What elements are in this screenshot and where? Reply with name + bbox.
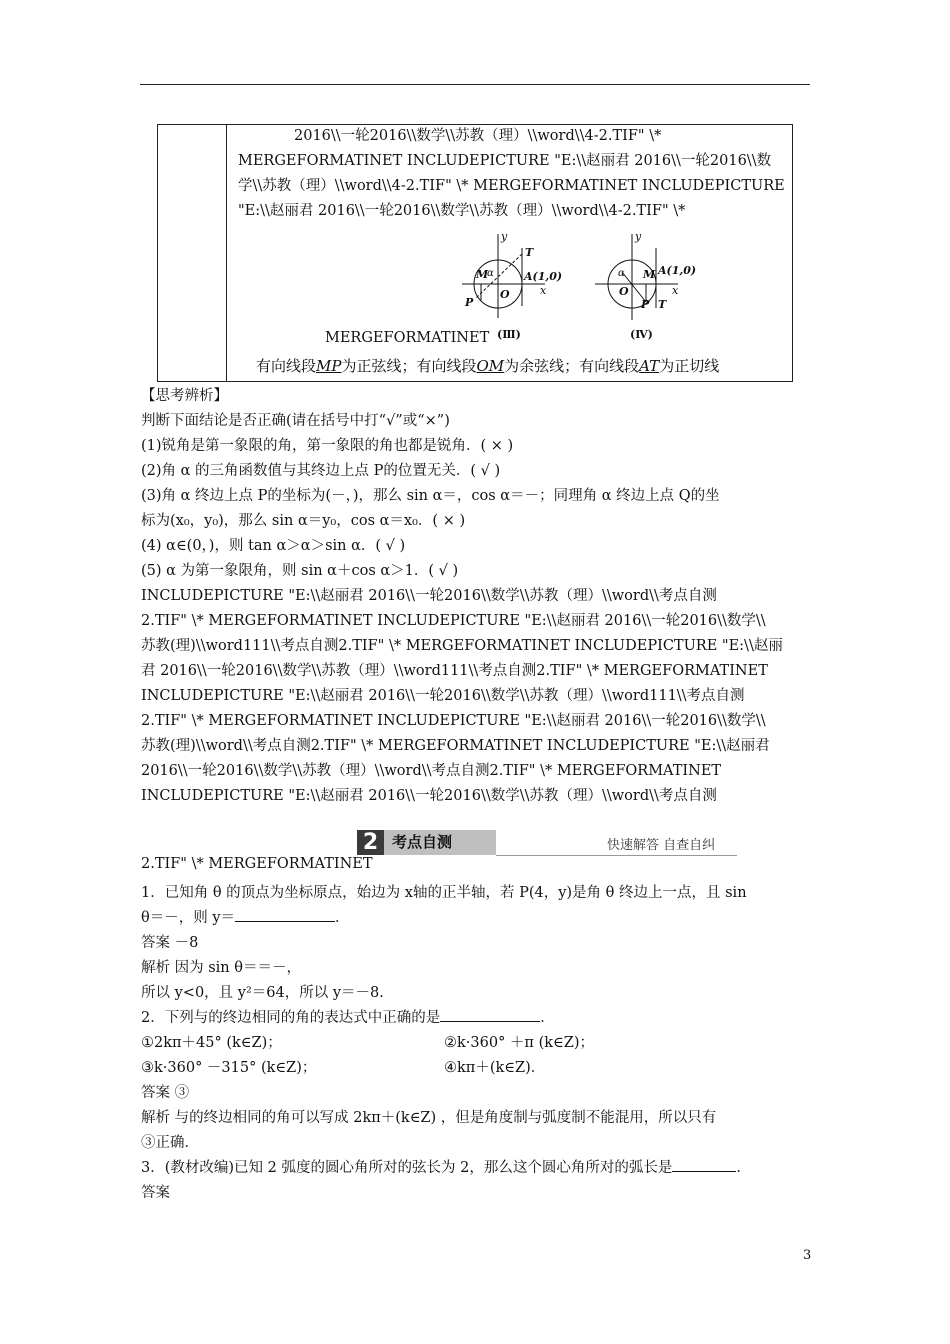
include-line-4: "E:\\赵丽君 2016\\一轮2016\\数学\\苏教（理）\\word\\4-2.TIF" \* xyxy=(238,203,686,219)
q3-answer: 答案 xyxy=(141,1185,170,1201)
fig3-M-label: M xyxy=(476,268,489,281)
q1-answer: 答案 －8 xyxy=(141,935,199,951)
figure-3 xyxy=(462,230,562,341)
q2-stem-text: 2．下列与的终边相同的角的表达式中正确的是 xyxy=(141,1010,441,1026)
fig4-y-label: y xyxy=(635,230,642,243)
table-divider xyxy=(226,125,227,381)
caption-om: OM xyxy=(476,357,505,375)
include-block-6: 2.TIF" \* MERGEFORMATINET INCLUDEPICTURE "E:\\赵丽君 2016\\一轮2016\\数学\\ xyxy=(141,713,766,729)
fig3-caption: (Ⅲ) xyxy=(497,328,521,341)
fig4-caption: (Ⅳ) xyxy=(630,328,653,341)
fig4-P-label: P xyxy=(641,298,650,311)
q1-line-2 xyxy=(141,906,350,927)
q3-stem-text: 3．(教材改编)已知 2 弧度的圆心角所对的弦长为 2，那么这个圆心角所对的弧长是 xyxy=(141,1160,673,1176)
caption-text-2: 为正弦线；有向线段 xyxy=(341,357,477,375)
q3-period: ． xyxy=(736,1160,751,1176)
include-block-8: 2016\\一轮2016\\数学\\苏教（理）\\word\\考点自测2.TIF" \* MERGEFORMATINET xyxy=(141,763,722,779)
judge-item-2: (2)角 α 的三角函数值与其终边上点 P的位置无关．( √ ) xyxy=(141,463,501,479)
page-number: 3 xyxy=(803,1248,812,1263)
fig4-A-label: A(1,0) xyxy=(658,264,697,277)
include-line-1: 2016\\一轮2016\\数学\\苏教（理）\\word\\4-2.TIF" \* xyxy=(294,128,662,144)
q2-answer-blank[interactable] xyxy=(440,1007,540,1022)
q2-option-2: ②k·360° ＋π (k∈Z)； xyxy=(444,1035,594,1051)
caption-text-4: 为正切线 xyxy=(659,357,720,375)
banner-subtitle: 快速解答 自查自纠 xyxy=(607,838,716,853)
q2-answer: 答案 ③ xyxy=(141,1085,190,1101)
include-line-2: MERGEFORMATINET INCLUDEPICTURE "E:\\赵丽君 2016\\一轮2016\\数 xyxy=(238,153,772,169)
include-block-2: 2.TIF" \* MERGEFORMATINET INCLUDEPICTURE "E:\\赵丽君 2016\\一轮2016\\数学\\ xyxy=(141,613,766,629)
include-block-7: 苏教(理)\\word\\考点自测2.TIF" \* MERGEFORMATINET INCLUDEPICTURE "E:\\赵丽君 xyxy=(141,738,770,754)
include-block-1: INCLUDEPICTURE "E:\\赵丽君 2016\\一轮2016\\数学\\苏教（理）\\word\\考点自测 xyxy=(141,588,717,604)
fig4-alpha-label: α xyxy=(618,268,625,279)
fig3-y-label: y xyxy=(501,230,508,243)
judge-item-3b: 标为(x₀，y₀)，那么 sin α＝y₀，cos α＝x₀．( × ) xyxy=(141,513,466,529)
caption-at: AT xyxy=(639,357,660,375)
judge-item-4: (4) α∈(0，)，则 tan α＞α＞sin α．( √ ) xyxy=(141,538,406,554)
banner-title: 考点自测 xyxy=(384,830,496,855)
q2-option-3: ③k·360° －315° (k∈Z)； xyxy=(141,1060,317,1076)
fig4-x-label: x xyxy=(672,284,679,297)
after-banner-line: 2.TIF" \* MERGEFORMATINET xyxy=(141,856,373,872)
judge-item-5: (5) α 为第一象限角，则 sin α＋cos α＞1．( √ ) xyxy=(141,563,459,579)
fig3-T-label: T xyxy=(525,246,534,259)
fig3-O-label: O xyxy=(500,288,510,301)
caption-text-3: 为余弦线；有向线段 xyxy=(504,357,640,375)
fig4-O-label: O xyxy=(619,285,629,298)
banner-rule xyxy=(496,855,737,856)
judge-item-3a: (3)角 α 终边上点 P的坐标为(－，)，那么 sin α＝，cos α＝－；同理角 α 终边上点 Q的坐 xyxy=(141,488,720,504)
section-heading: 【思考辨析】 xyxy=(141,388,228,404)
q3-stem xyxy=(141,1156,751,1177)
q1-stem-end: θ＝－，则 y＝ xyxy=(141,910,236,926)
include-block-9: INCLUDEPICTURE "E:\\赵丽君 2016\\一轮2016\\数学\\苏教（理）\\word\\考点自测 xyxy=(141,788,717,804)
figure-4 xyxy=(595,230,696,341)
judge-item-1: (1)锐角是第一象限的角，第一象限的角也都是锐角．( × ) xyxy=(141,438,514,454)
merge-line: MERGEFORMATINET xyxy=(325,330,490,346)
q2-period: ． xyxy=(540,1010,555,1026)
include-block-3: 苏教(理)\\word111\\考点自测2.TIF" \* MERGEFORMATINET INCLUDEPICTURE "E:\\赵丽 xyxy=(141,638,783,654)
caption-mp: MP xyxy=(316,357,342,375)
section-banner xyxy=(357,830,737,857)
q1-period: ． xyxy=(335,910,350,926)
figure-caption xyxy=(256,355,719,376)
banner-number: 2 xyxy=(357,830,384,855)
q3-answer-blank[interactable] xyxy=(672,1157,736,1172)
fig3-P-label: P xyxy=(465,296,474,309)
q2-option-1: ①2kπ＋45° (k∈Z)； xyxy=(141,1035,282,1051)
include-block-5: INCLUDEPICTURE "E:\\赵丽君 2016\\一轮2016\\数学\\苏教（理）\\word111\\考点自测 xyxy=(141,688,745,704)
include-line-3: 学\\苏教（理）\\word\\4-2.TIF" \* MERGEFORMATINET INCLUDEPICTURE xyxy=(238,178,785,194)
fig3-alpha-label: α xyxy=(487,268,494,279)
include-block-4: 君 2016\\一轮2016\\数学\\苏教（理）\\word111\\考点自测2.TIF" \* MERGEFORMATINET xyxy=(141,663,768,679)
q2-analysis-2: ③正确． xyxy=(141,1135,199,1151)
unit-circle-figures xyxy=(300,228,720,344)
q1-analysis-2: 所以 y<0，且 y²＝64，所以 y＝－8. xyxy=(141,985,384,1001)
q2-stem xyxy=(141,1006,555,1027)
header-rule xyxy=(140,84,810,85)
fig3-A-label: A(1,0) xyxy=(524,270,563,283)
caption-text-1: 有向线段 xyxy=(256,357,317,375)
q1-answer-blank[interactable] xyxy=(235,907,335,922)
fig4-M-label: M xyxy=(643,268,656,281)
q1-line-1: 1．已知角 θ 的顶点为坐标原点，始边为 x轴的正半轴，若 P(4，y)是角 θ 终边上一点，且 sin xyxy=(141,885,747,901)
q2-analysis-1: 解析 与的终边相同的角可以写成 2kπ＋(k∈Z) ，但是角度制与弧度制不能混用，所以只有 xyxy=(141,1110,717,1126)
q1-analysis: 解析 因为 sin θ＝＝－， xyxy=(141,960,301,976)
q2-option-4: ④kπ＋(k∈Z)． xyxy=(444,1060,546,1076)
section-intro: 判断下面结论是否正确(请在括号中打“√”或“×”) xyxy=(141,413,450,429)
fig4-T-label: T xyxy=(658,298,667,311)
fig3-x-label: x xyxy=(540,284,547,297)
